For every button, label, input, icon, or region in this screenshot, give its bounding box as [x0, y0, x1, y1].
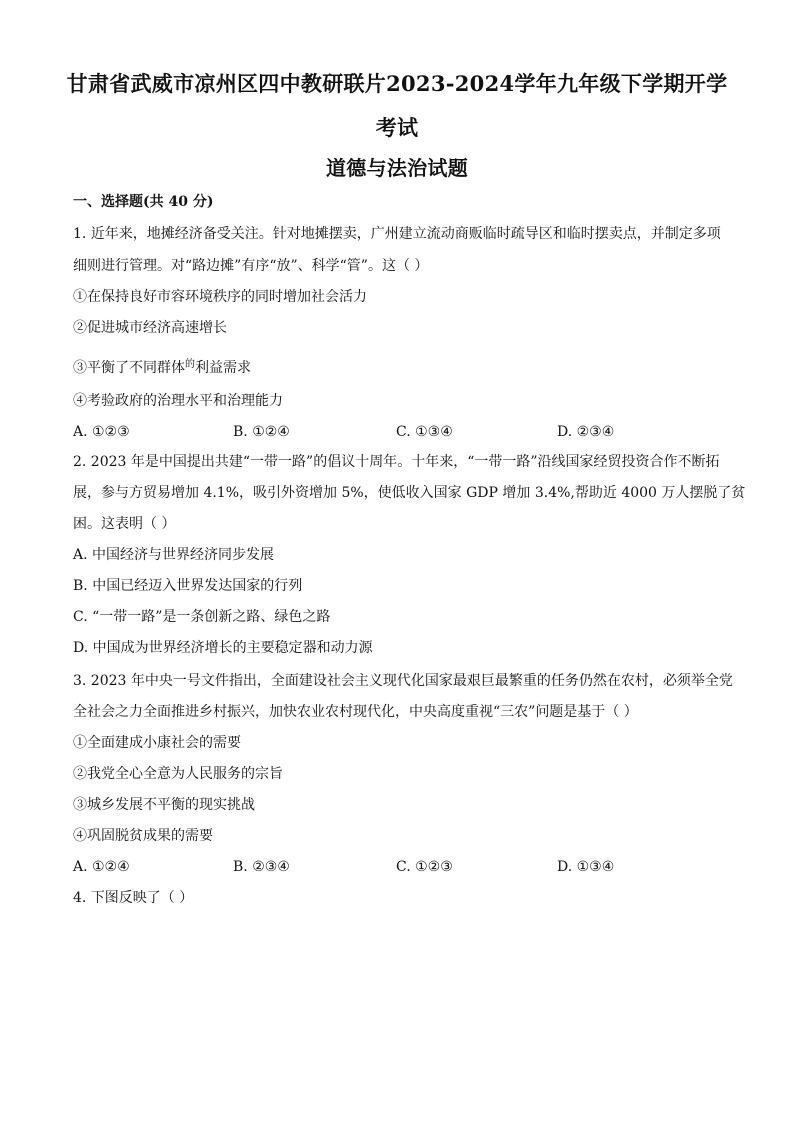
subject-title: 道德与法治试题	[325, 156, 469, 180]
q4-stem-line1: 4. 下图反映了（ ）	[73, 890, 194, 906]
q1-stem-line2: 细则进行管理。对“路边摊”有序“放”、科学“管”。这（ ）	[73, 258, 429, 274]
q1-option-c: C. ①③④	[396, 424, 453, 440]
q3-option-b: B. ②③④	[233, 859, 290, 875]
q2-option-b: B. 中国已经迈入世界发达国家的行列	[73, 578, 303, 594]
q2-option-a: A. 中国经济与世界经济同步发展	[73, 547, 275, 563]
q3-item1: ①全面建成小康社会的需要	[73, 735, 241, 751]
q3-option-a: A. ①②④	[73, 859, 130, 875]
exam-title-line2: 考试	[375, 115, 419, 140]
q1-item2: ②促进城市经济高速增长	[73, 320, 227, 336]
section-heading: 一、选择题(共 40 分)	[73, 194, 214, 210]
q2-stem-line3: 困。这表明（ ）	[73, 516, 176, 532]
q3-option-d: D. ①③④	[557, 859, 615, 875]
q3-option-c: C. ①②③	[396, 859, 453, 875]
q3-item2: ②我党全心全意为人民服务的宗旨	[73, 766, 283, 782]
q3-item3: ③城乡发展不平衡的现实挑战	[73, 797, 255, 813]
q2-stem-line2: 展，参与方贸易增加 4.1%，吸引外资增加 5%，使低收入国家 GDP 增加 3.4%,帮助近 4000 万人摆脱了贫	[73, 485, 746, 501]
q2-stem-line1: 2. 2023 年是中国提出共建“一带一路”的倡议十周年。十年来，“一带一路”沿线国家经贸投资合作不断拓	[73, 454, 720, 470]
q1-item1: ①在保持良好市容环境秩序的同时增加社会活力	[73, 289, 367, 305]
q3-stem-line1: 3. 2023 年中央一号文件指出，全面建设社会主义现代化国家最艰巨最繁重的任务仍然在农村，必须举全党	[73, 673, 733, 689]
q1-item3: ③平衡了不同群体$^的$利益需求	[73, 359, 251, 376]
q1-option-d: D. ②③④	[557, 424, 615, 440]
q2-option-d: D. 中国成为世界经济增长的主要稳定器和动力源	[73, 640, 373, 656]
q3-item4: ④巩固脱贫成果的需要	[73, 828, 213, 844]
q3-stem-line2: 全社会之力全面推进乡村振兴，加快农业农村现代化，中央高度重视“三农”问题是基于（ ）	[73, 704, 638, 720]
q2-option-c: C. “一带一路”是一条创新之路、绿色之路	[73, 609, 331, 625]
q1-stem-line1: 1. 近年来，地摊经济备受关注。针对地摊摆卖，广州建立流动商贩临时疏导区和临时摆卖点，并制定多项	[73, 226, 721, 242]
exam-title-line1: 甘肃省武威市凉州区四中教研联片2023-2024学年九年级下学期开学	[66, 71, 728, 96]
q1-option-b: B. ①②④	[233, 424, 290, 440]
q1-item4: ④考验政府的治理水平和治理能力	[73, 393, 283, 409]
q1-option-a: A. ①②③	[73, 424, 130, 440]
